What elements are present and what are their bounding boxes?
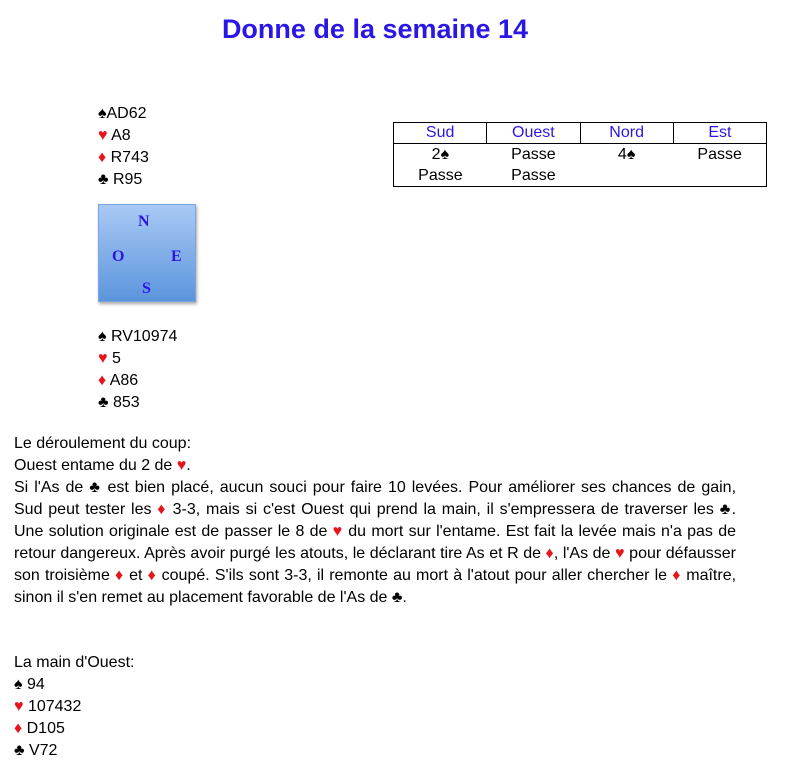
club-icon: ♣: [89, 479, 102, 496]
bid-cell: Passe: [487, 165, 580, 187]
south-spades: RV10974: [110, 328, 178, 345]
narrative-body: [14, 477, 736, 609]
bidding-header-ouest: Ouest: [487, 123, 580, 144]
text-span: . Une solution originale est de passer le 8 de: [14, 501, 737, 540]
west-diamonds-row: [14, 718, 134, 740]
bid-value: 4: [617, 146, 627, 163]
narrative: [14, 433, 736, 609]
spade-icon: ♠: [626, 146, 636, 163]
bidding-header-est: Est: [673, 123, 766, 144]
south-hearts: 5: [111, 350, 121, 367]
heart-icon: ♥: [332, 523, 343, 540]
diamond-icon: ♦: [545, 545, 554, 562]
south-diamonds-row: [98, 370, 177, 392]
spade-icon: ♠: [440, 146, 450, 163]
bid-cell: [673, 165, 766, 187]
compass-west: O: [112, 248, 125, 265]
text-span: Si l'As de: [14, 479, 90, 496]
north-diamonds-row: [98, 147, 149, 169]
west-heading: La main d'Ouest:: [14, 654, 135, 671]
spade-icon: ♠: [98, 328, 107, 345]
north-diamonds: R743: [110, 149, 149, 166]
west-clubs-row: [14, 740, 134, 762]
west-spades: 94: [26, 676, 45, 693]
west-clubs: V72: [28, 742, 58, 759]
north-hearts: A8: [111, 127, 131, 144]
south-diamonds: A86: [109, 372, 139, 389]
text-span: et: [123, 567, 148, 584]
club-icon: ♣: [98, 394, 109, 411]
narrative-lead: [14, 455, 736, 477]
bid-cell: Passe: [394, 165, 487, 187]
heart-icon: ♥: [176, 457, 187, 474]
text-span: Ouest entame du 2 de: [14, 457, 177, 474]
diamond-icon: ♦: [14, 720, 23, 737]
bidding-header-sud: Sud: [394, 123, 487, 144]
compass-south: S: [142, 280, 151, 297]
west-spades-row: [14, 674, 134, 696]
bidding-header-row: [394, 123, 767, 144]
club-icon: ♣: [98, 171, 109, 188]
bidding-row: [394, 144, 767, 166]
text-span: 3-3, mais si c'est Ouest qui prend la main, il s'empressera de traverser les: [166, 501, 720, 518]
bid-cell: Passe: [511, 146, 556, 163]
west-hearts: 107432: [27, 698, 82, 715]
south-spades-row: [98, 326, 177, 348]
bidding-table: [393, 122, 767, 187]
south-hand: [98, 326, 177, 414]
diamond-icon: ♦: [672, 567, 682, 584]
text-span: coupé. S'ils sont 3-3, il remonte au mort à l'atout pour aller chercher le: [156, 567, 673, 584]
bid-cell: [580, 144, 673, 166]
diamond-icon: ♦: [98, 149, 107, 166]
north-spades: AD62: [106, 105, 147, 122]
bidding-row: [394, 165, 767, 187]
club-icon: ♣: [719, 501, 732, 518]
diamond-icon: ♦: [157, 501, 167, 518]
heart-icon: ♥: [98, 350, 108, 367]
north-hearts-row: [98, 125, 149, 147]
west-hand: [14, 652, 134, 762]
south-clubs: 853: [112, 394, 140, 411]
west-hearts-row: [14, 696, 134, 718]
bidding-header-nord: Nord: [580, 123, 673, 144]
narrative-heading: Le déroulement du coup:: [14, 435, 192, 452]
north-clubs-row: [98, 169, 149, 191]
text-span: du mort sur l'entame. Est fait la levée mais n'a pas de retour dangereux. Après avoir purgé les atouts, le déclarant tire As et R de: [14, 523, 736, 562]
text-span: , l'As de: [553, 545, 616, 562]
diamond-icon: ♦: [147, 567, 157, 584]
text-span: .: [402, 589, 407, 606]
club-icon: ♣: [391, 589, 403, 606]
heart-icon: ♥: [615, 545, 625, 562]
west-diamonds: D105: [26, 720, 65, 737]
south-hearts-row: [98, 348, 177, 370]
spade-icon: ♠: [98, 105, 107, 122]
club-icon: ♣: [14, 742, 25, 759]
bid-cell: [580, 165, 673, 187]
page-title: Donne de la semaine 14: [221, 14, 529, 44]
bid-value: 2: [431, 146, 441, 163]
bid-cell: Passe: [697, 146, 742, 163]
diamond-icon: ♦: [98, 372, 107, 389]
north-hand: [98, 103, 149, 191]
spade-icon: ♠: [14, 676, 23, 693]
compass-box: [98, 204, 196, 302]
heart-icon: ♥: [98, 127, 108, 144]
text-span: est bien placé, aucun souci pour faire 10 levées. Pour améliorer ses chances de gain, Sud peut tester les: [14, 479, 737, 518]
compass-east: E: [171, 248, 182, 265]
north-clubs: R95: [112, 171, 143, 188]
compass-north: N: [138, 213, 150, 230]
text-span: .: [186, 457, 191, 474]
text-span: pour défausser son troisième: [14, 545, 737, 584]
text-span: maître, sinon il s'en remet au placement favorable de l'As de: [14, 567, 737, 606]
north-spades-row: [98, 103, 149, 125]
bid-cell: [394, 144, 487, 166]
south-clubs-row: [98, 392, 177, 414]
diamond-icon: ♦: [115, 567, 124, 584]
heart-icon: ♥: [14, 698, 24, 715]
